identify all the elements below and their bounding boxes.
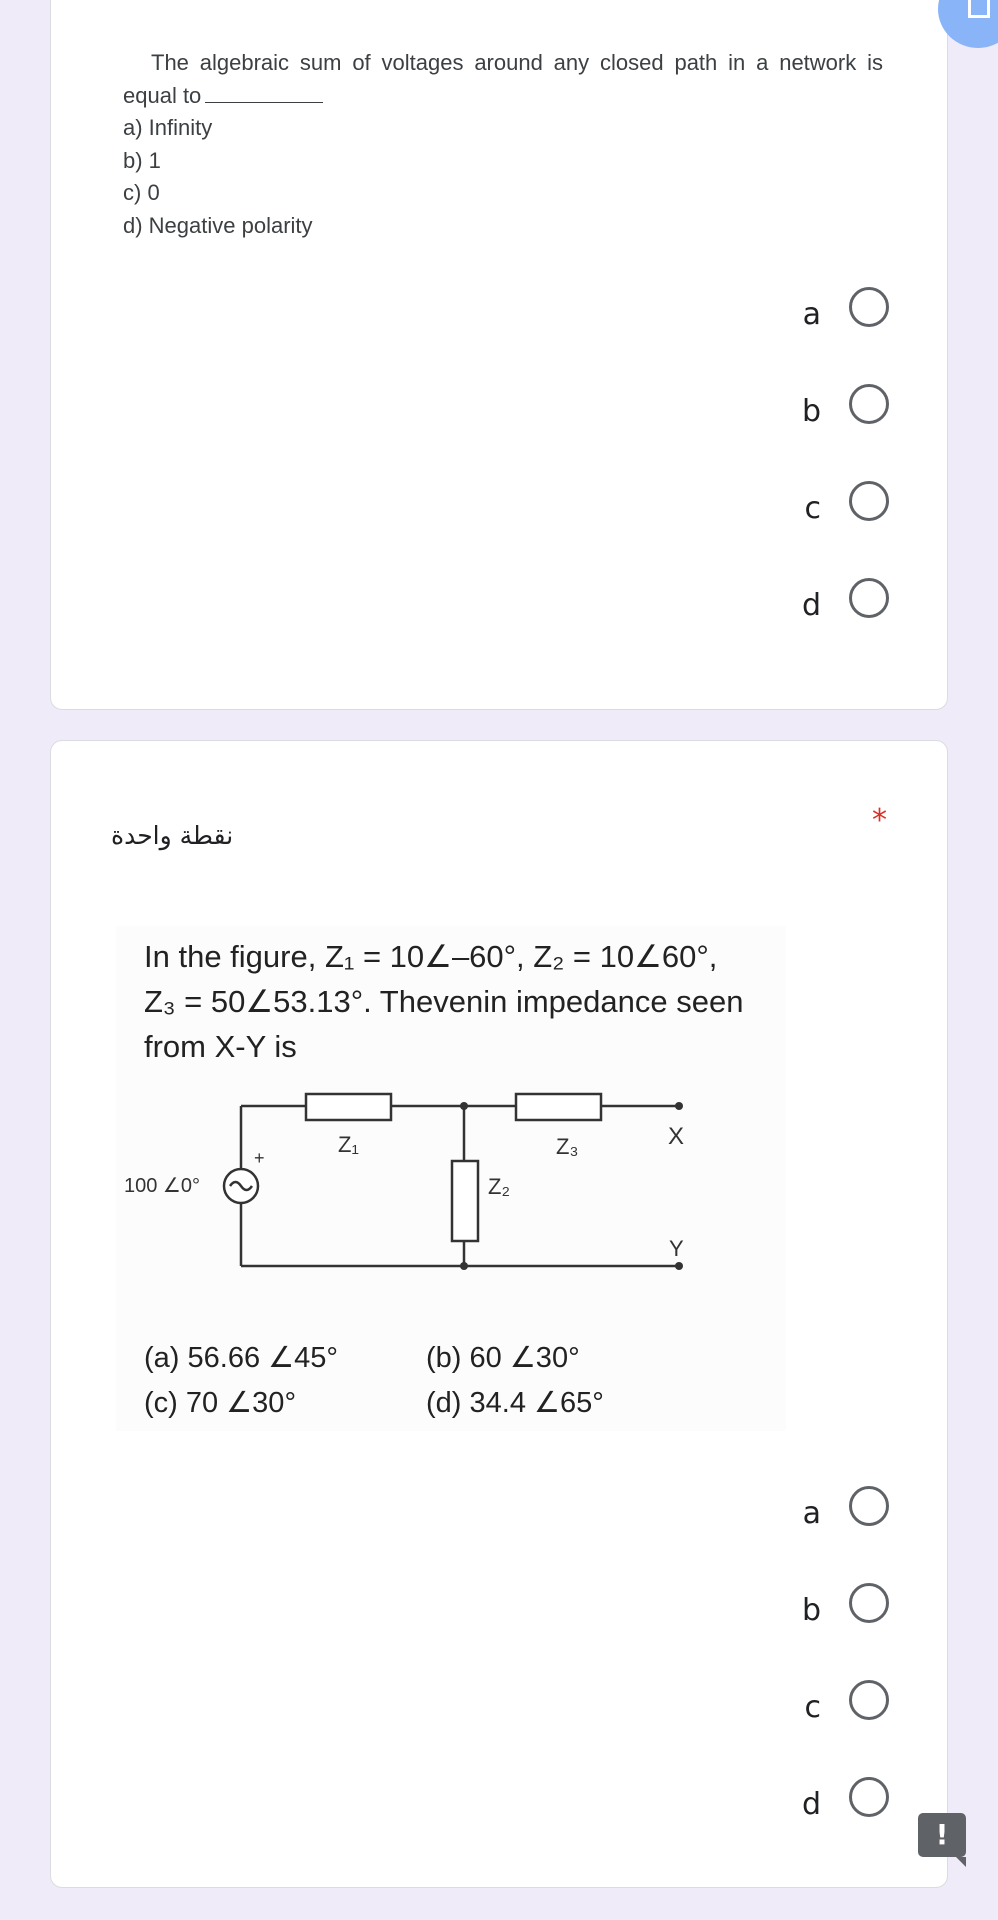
option-label: d	[801, 1787, 821, 1822]
option-b[interactable]	[729, 1583, 889, 1680]
radio-button[interactable]	[849, 1486, 889, 1526]
y-terminal-label: Y	[669, 1236, 684, 1261]
option-c[interactable]	[729, 481, 889, 578]
blank-line	[205, 84, 323, 103]
figure-question-text	[144, 934, 743, 1069]
question-card-1	[50, 0, 948, 710]
radio-button[interactable]	[849, 287, 889, 327]
option-a[interactable]	[729, 1486, 889, 1583]
figure-text-line-1: In the figure, Z₁ = 10∠–60°, Z₂ = 10∠60°,	[144, 939, 718, 974]
choice-text-c: c) 0	[123, 180, 160, 205]
circuit-diagram	[116, 1076, 786, 1336]
z1-label: Z₁	[338, 1132, 359, 1157]
option-label: c	[804, 491, 821, 526]
question-1-stem: The algebraic sum of voltages around any closed path in a network is equal to	[123, 50, 883, 108]
report-icon: !	[935, 1818, 949, 1851]
figure-choice-b: (b) 60 ∠30°	[426, 1342, 580, 1374]
choice-text-b: b) 1	[123, 147, 161, 173]
source-label: 100 ∠0°	[124, 1175, 200, 1197]
option-label: b	[801, 394, 821, 429]
x-terminal-label: X	[668, 1123, 685, 1150]
figure-choice-c: (c) 70 ∠30°	[144, 1387, 297, 1419]
figure-text-line-3: from X-Y is	[144, 1029, 297, 1064]
choice-text-a: a) Infinity	[123, 115, 213, 140]
option-label: b	[801, 1593, 821, 1628]
menu-icon	[968, 0, 990, 18]
figure-text-line-2: Z₃ = 50∠53.13°. Thevenin impedance seen	[144, 984, 744, 1019]
figure-choice-d: (d) 34.4 ∠65°	[426, 1387, 604, 1419]
choice-text-d: d) Negative polarity	[123, 212, 313, 238]
option-d[interactable]	[729, 1777, 889, 1874]
points-label: نقطة واحدة	[111, 821, 234, 850]
option-d[interactable]	[729, 578, 889, 675]
option-label: d	[801, 588, 821, 623]
z2-label: Z₂	[488, 1174, 510, 1199]
radio-button[interactable]	[849, 1583, 889, 1623]
figure-choice-a: (a) 56.66 ∠45°	[144, 1342, 338, 1374]
option-label: a	[802, 1496, 821, 1531]
option-label: c	[804, 1690, 821, 1725]
option-a[interactable]	[729, 287, 889, 384]
report-problem-button[interactable]	[918, 1813, 966, 1857]
option-b[interactable]	[729, 384, 889, 481]
question-card-2	[50, 740, 948, 1888]
question-2-options	[729, 1486, 889, 1874]
radio-button[interactable]	[849, 1680, 889, 1720]
radio-button[interactable]	[849, 481, 889, 521]
radio-button[interactable]	[849, 1777, 889, 1817]
radio-button[interactable]	[849, 578, 889, 618]
question-1-text	[123, 47, 883, 242]
plus-sign: +	[254, 1148, 265, 1168]
z3-label: Z₃	[556, 1134, 579, 1159]
radio-button[interactable]	[849, 384, 889, 424]
option-label: a	[802, 297, 821, 332]
question-1-options	[729, 287, 889, 675]
required-asterisk: *	[872, 803, 887, 838]
question-2-figure	[116, 926, 786, 1431]
option-c[interactable]	[729, 1680, 889, 1777]
figure-answer-choices	[144, 1336, 604, 1426]
